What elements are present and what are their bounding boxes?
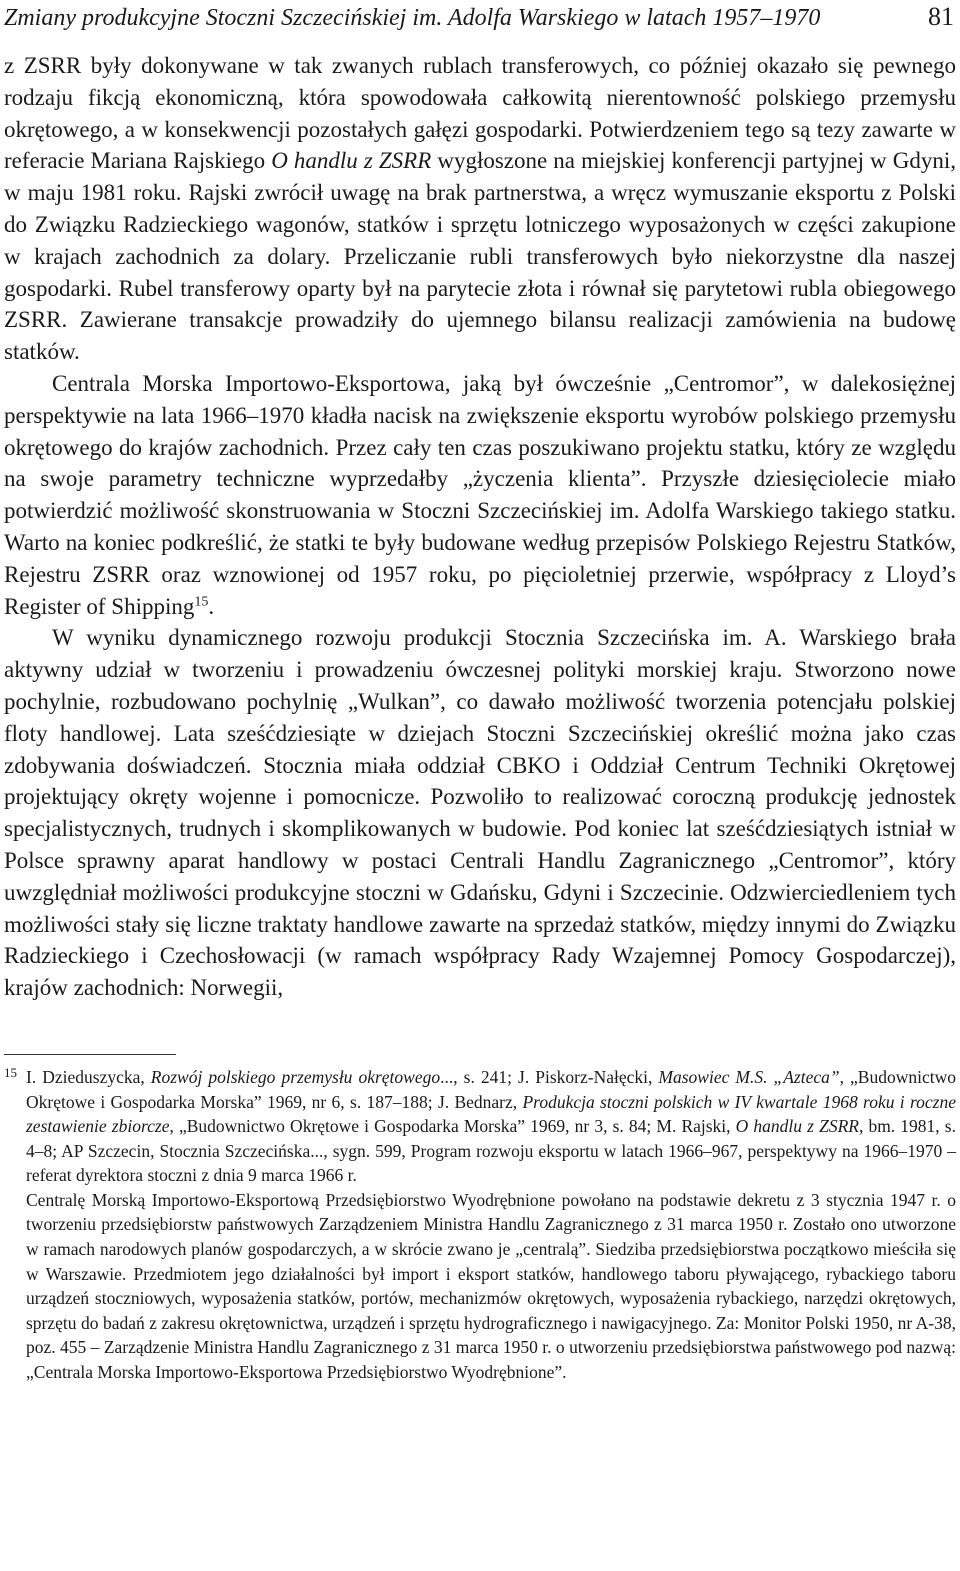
paragraph-3: W wyniku dynamicznego rozwoju produkcji Stocznia Szczecińska im. A. Warskiego brała aktywny udział w tworzeniu i prowadzeniu ówczesnej polityki morskiej kraju. Stworzono nowe pochylnie, rozbudowano pochylnię „Wulkan”, co dawało możliwość tworzenia potencjału polskiej floty handlowej. Lata sześćdziesiąte w dziejach Stoczni Szczecińskiej określić można jako czas zdobywania doświadczeń. Stocznia miała oddział CBKO i Oddział Centrum Techniki Okrętowej projektujący okręty wojenne i pomocnicze. Pozwoliło to realizować coroczną produkcję jednostek specjalistycznych, trudnych i skomplikowanych w budowie. Pod koniec lat sześćdziesiątych istniał w Polsce sprawny aparat handlowy w postaci Centrali Handlu Zagranicznego „Centromor”, który uwzględniał możliwości produkcyjne stoczni w Gdańsku, Gdyni i Szczecinie. Odzwierciedleniem tych możliwości stały się liczne traktaty handlowe zawarte na sprzedaż statków, między innymi do Związku Radzieckiego i Czechosłowacji (w ramach współpracy Rady Wzajemnej Pomocy Gospodarczej), krajów zachodnich: Norwegii, <box>4 625 956 1001</box>
paragraph-1-part-2: wygłoszone na miejskiej konferencji partyjnej w Gdyni, w maju 1981 roku. Rajski zwrócił uwagę na brak partnerstwa, a wręcz wymuszanie eksportu z Polski do Związku Radzieckiego wagonów, statków i sprzętu lotniczego wyposażonych w części zakupione w krajach zachodnich za dolary. Przeliczanie rubli transferowych było niekorzystne dla naszej gospodarki. Rubel transferowy oparty był na parytecie złota i równał się parytetowi rubla obiegowego ZSRR. Zawierane transakcje prowadziły do ujemnego bilansu realizacji zamówienia na budowę statków. <box>4 148 956 365</box>
running-header <box>4 0 956 42</box>
footnote-15 <box>4 1065 956 1188</box>
paragraph-2 <box>4 368 956 622</box>
footnote-15-part-g: , „Budownictwo Okrętowe i Gospodarka Morska” 1969, nr 3, s. 84; M. Rajski, <box>169 1116 736 1137</box>
footnote-mark-15: 15 <box>4 1064 17 1080</box>
paragraph-1 <box>4 50 956 368</box>
footnote-15-part-i: , bm. 1981, s. 4–8; AP Szczecin, Stocznia Szczecińska..., sygn. 599, Program rozwoju eksportu w latach 1966–967, perspektywy na 1966–1970 – referat dyrektora stoczni z dnia 9 marca 1966 r. <box>26 1116 956 1186</box>
footnote-separator <box>4 1054 176 1055</box>
main-text <box>4 50 956 1004</box>
running-title: Zmiany produkcyjne Stoczni Szczecińskiej im. Adolfa Warskiego w latach 1957–1970 <box>4 5 821 31</box>
footnotes <box>4 1065 956 1385</box>
paragraph-1-part-1: z ZSRR były dokonywane w tak zwanych rublach transferowych, co później okazało się pewnego rodzaju fikcją ekonomiczną, która spowodowała całkowitą nierentowność polskiego przemysłu okrętowego, a w konsekwencji pozostałych gałęzi gospodarki. Potwierdzeniem tego są tezy zawarte w referacie Mariana Rajskiego <box>4 53 956 174</box>
paragraph-1-title-italic: O handlu z ZSRR <box>271 148 432 174</box>
paragraph-2-part-1: Centrala Morska Importowo-Eksportowa, jaką był ówcześnie „Centromor”, w dalekosiężnej perspektywie na lata 1966–1970 kładła nacisk na zwiększenie eksportu wyrobów polskiego przemysłu okrętowego do krajów zachodnich. Przez cały ten czas poszukiwano projektu statku, który ze względu na swoje parametry techniczne wyprzedałby „życzenia klienta”. Przyszłe dziesięciolecie miało potwierdzić możliwość skonstruowania w Stoczni Szczecińskiej im. Adolfa Warskiego takiego statku. Warto na koniec podkreślić, że statki te były budowane według przepisów Polskiego Rejestru Statków, Rejestru ZSRR oraz wznowionej od 1957 roku, po pięcioletniej przerwie, współpracy z Lloyd’s Register of Shipping <box>4 370 956 619</box>
page-number: 81 <box>928 2 954 31</box>
footnote-15-title-1: Rozwój polskiego przemysłu okrętowego <box>150 1066 441 1087</box>
footnote-15-part-e: , „Budownictwo Okrętowe i Gospodarka Morska” 1969, nr 6, s. 187–188; J. Bednarz, <box>26 1066 956 1112</box>
footnote-15-title-3: Produkcja stoczni polskich w IV kwartale 1968 roku i roczne zestawienie zbiorcze <box>26 1091 956 1137</box>
footnote-15-continuation: Centralę Morską Importowo-Eksportową Przedsiębiorstwo Wyodrębnione powołano na podstawie dekretu z 3 stycznia 1947 r. o tworzeniu przedsiębiorstw państwowych Zarządzeniem Ministra Handlu Zagranicznego z 31 marca 1950 r. Zostało ono utworzone w ramach narodowych planów gospodarczych, a w skrócie zwano je „centralą”. Siedziba przedsiębiorstwa początkowo mieściła się w Warszawie. Przedmiotem jego działalności był import i eksport statków, handlowego taboru pływającego, rybackiego taboru urządzeń stoczniowych, wyposażenia statków, portów, mechanizmów okrętowych, wyposażenia rybackiego, narzędzi okrętowych, sprzętu do badań z zakresu okrętownictwa, urządzeń i sprzętu hydrograficznego i nawigacyjnego. Za: Monitor Polski 1950, nr A-38, poz. 455 – Zarządzenie Ministra Handlu Zagranicznego z 31 marca 1950 r. o utworzeniu przedsiębiorstwa państwowego pod nazwą: „Centrala Morska Importowo-Eksportowa Przedsiębiorstwo Wyodrębnione”. <box>26 1189 956 1383</box>
footnote-reference-15[interactable]: 15 <box>194 593 209 609</box>
footnote-15-title-2: Masowiec M.S. „Azteca” <box>658 1066 840 1087</box>
paragraph-2-part-2: . <box>208 593 215 619</box>
footnote-15-title-4: O handlu z ZSRR <box>735 1116 859 1137</box>
footnote-15-part-c: ..., s. 241; J. Piskorz-Nałęcki, <box>440 1066 659 1087</box>
footnote-15-part-a: I. Dzieduszycka, <box>26 1066 151 1087</box>
